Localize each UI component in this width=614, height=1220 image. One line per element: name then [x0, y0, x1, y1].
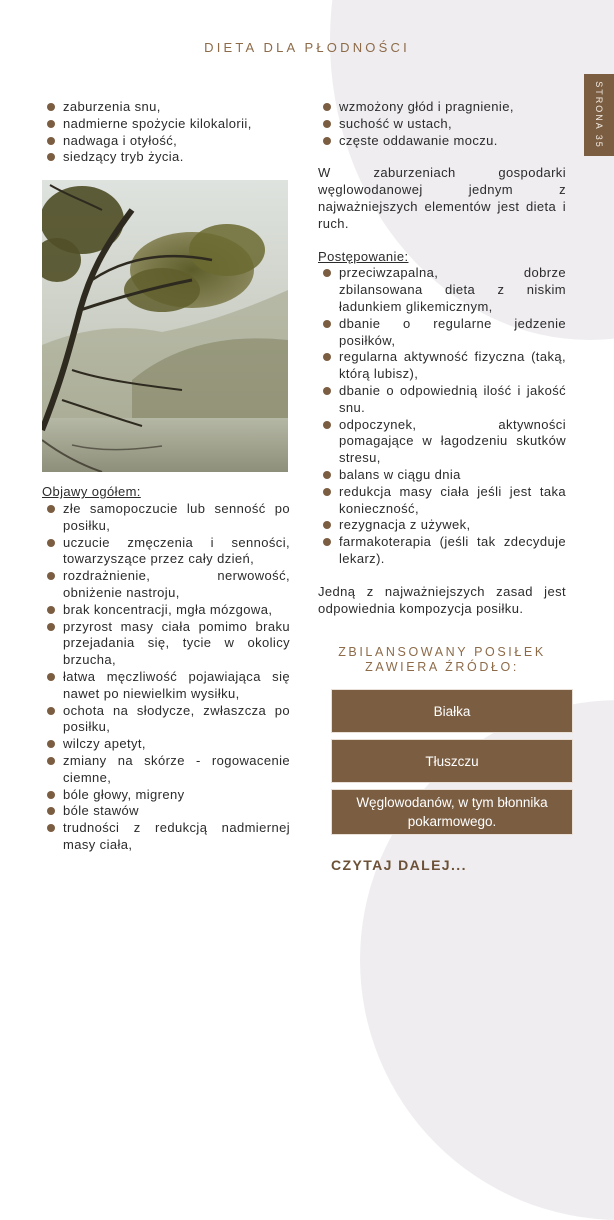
- list-item: złe samopoczucie lub senność po posiłku,: [42, 501, 290, 535]
- list-item: dbanie o regularne jedzenie posiłków,: [318, 316, 566, 350]
- list-item: rezygnacja z używek,: [318, 517, 566, 534]
- list-item: odpoczynek, aktywności pomagające w łagodzeniu skutków stresu,: [318, 417, 566, 467]
- list-item: bóle głowy, migreny: [42, 787, 290, 804]
- lake-tree-photo: [42, 180, 288, 472]
- procedure-list: [318, 265, 566, 567]
- page-number-label: STRONA 35: [594, 81, 604, 149]
- list-item: przeciwzapalna, dobrze zbilansowana dieta z niskim ładunkiem glikemicznym,: [318, 265, 566, 315]
- read-more-link[interactable]: CZYTAJ DALEJ...: [331, 857, 467, 874]
- composition-paragraph: Jedną z najważniejszych zasad jest odpowiednia kompozycja posiłku.: [318, 583, 566, 616]
- list-item: brak koncentracji, mgła mózgowa,: [42, 602, 290, 619]
- symptoms-list: [42, 501, 290, 854]
- intro-list: [42, 99, 290, 166]
- list-item: siedzący tryb życia.: [42, 149, 290, 166]
- carbohydrate-source-box: Węglowodanów, w tym błonnika pokarmowego.: [331, 789, 573, 835]
- list-item: dbanie o odpowiednią ilość i jakość snu.: [318, 383, 566, 417]
- left-column: [42, 99, 290, 854]
- list-item: suchość w ustach,: [318, 116, 566, 133]
- list-item: bóle stawów: [42, 803, 290, 820]
- list-item: wilczy apetyt,: [42, 736, 290, 753]
- list-item: ochota na słodycze, zwłaszcza po posiłku,: [42, 703, 290, 737]
- list-item: regularna aktywność fizyczna (taką, którą lubisz),: [318, 349, 566, 383]
- list-item: farmakoterapia (jeśli tak zdecyduje lekarz).: [318, 534, 566, 568]
- right-column: [318, 99, 566, 874]
- list-item: uczucie zmęczenia i senności, towarzyszące przez cały dzień,: [42, 535, 290, 569]
- list-item: wzmożony głód i pragnienie,: [318, 99, 566, 116]
- fat-source-box: Tłuszczu: [331, 739, 573, 783]
- list-item: balans w ciągu dnia: [318, 467, 566, 484]
- list-item: zmiany na skórze - rogowacenie ciemne,: [42, 753, 290, 787]
- symptoms-continued-list: [318, 99, 566, 149]
- composition-title: [318, 645, 566, 675]
- list-item: rozdrażnienie, nerwowość, obniżenie nastroju,: [42, 568, 290, 602]
- list-item: łatwa męczliwość pojawiająca się nawet po niewielkim wysiłku,: [42, 669, 290, 703]
- protein-source-box: Białka: [331, 689, 573, 733]
- composition-title-line-1: ZBILANSOWANY POSIŁEK: [338, 645, 546, 660]
- page-number-tab: [584, 74, 614, 156]
- list-item: trudności z redukcją nadmiernej masy ciała,: [42, 820, 290, 854]
- list-item: przyrost masy ciała pomimo braku przejadania się, tycie w okolicy brzucha,: [42, 619, 290, 669]
- diet-paragraph: W zaburzeniach gospodarki węglowodanowej jednym z najważniejszych elementów jest dieta i ruch.: [318, 165, 566, 231]
- composition-title-line-2: ZAWIERA ŹRÓDŁO:: [365, 660, 519, 675]
- list-item: nadmierne spożycie kilokalorii,: [42, 116, 290, 133]
- list-item: zaburzenia snu,: [42, 99, 290, 116]
- list-item: częste oddawanie moczu.: [318, 133, 566, 150]
- list-item: redukcja masy ciała jeśli jest taka konieczność,: [318, 484, 566, 518]
- procedure-title: Postępowanie:: [318, 248, 409, 264]
- symptoms-title: Objawy ogółem:: [42, 484, 141, 500]
- page-title: DIETA DLA PŁODNOŚCI: [204, 40, 410, 55]
- list-item: nadwaga i otyłość,: [42, 133, 290, 150]
